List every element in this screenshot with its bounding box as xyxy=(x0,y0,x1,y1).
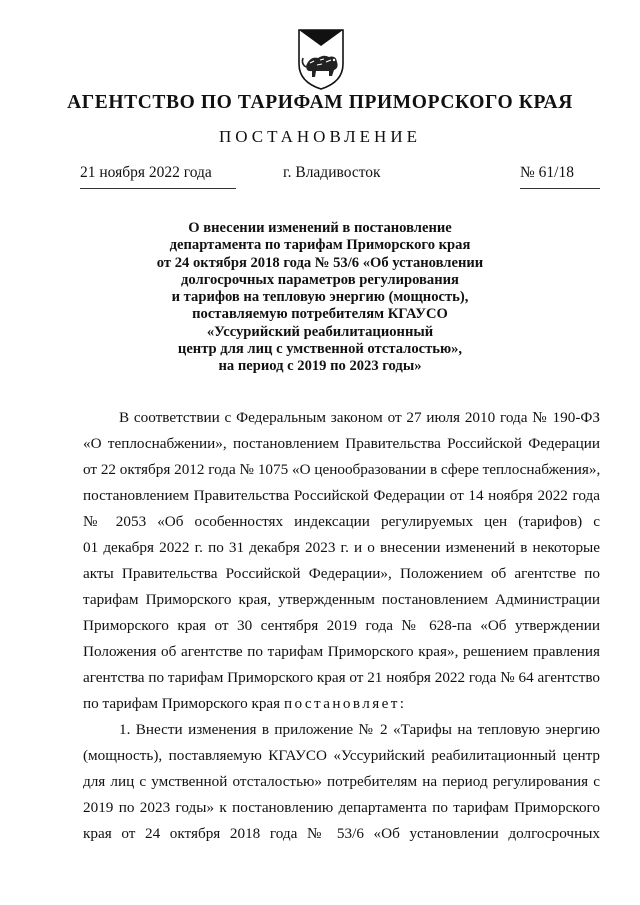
title-line: О внесении изменений в постановление xyxy=(188,220,452,236)
title-line: департамента по тарифам Приморского края xyxy=(169,237,471,254)
resolution-prefix: по тарифам Приморского края xyxy=(83,695,281,712)
body-line: Положения об агентстве по тарифам Приморского края», решением правления xyxy=(83,643,600,660)
agency-name: АГЕНТСТВО ПО ТАРИФАМ ПРИМОРСКОГО КРАЯ xyxy=(67,92,573,113)
body-line: постановлением Правительства Российской Федерации от 14 ноября 2022 года xyxy=(83,487,600,504)
body-line: 2019 по 2023 годы» к постановлению департамента по тарифам Приморского xyxy=(83,799,600,816)
title-line: на период с 2019 по 2023 годы» xyxy=(218,358,422,375)
body-line: края от 24 октября 2018 года № 53/6 «Об установлении долгосрочных xyxy=(83,825,600,842)
title-line: поставляемую потребителям КГАУСО xyxy=(192,306,448,323)
document-date: 21 ноября 2022 года xyxy=(80,164,236,189)
document-title xyxy=(100,220,540,376)
document-number: № 61/18 xyxy=(520,164,600,189)
body-line xyxy=(83,691,600,717)
body-line: (мощность), поставляемую КГАУСО «Уссурийский реабилитационный центр xyxy=(83,747,600,764)
document-city: г. Владивосток xyxy=(283,164,381,181)
document-body xyxy=(83,405,600,847)
title-line: и тарифов на тепловую энергию (мощность), xyxy=(171,289,469,306)
title-line: долгосрочных параметров регулирования xyxy=(181,271,459,288)
coat-of-arms-icon xyxy=(296,24,346,92)
body-line: № 2053 «Об особенностях индексации регулируемых цен (тарифов) с xyxy=(83,513,600,530)
body-line: «О теплоснабжении», постановлением Правительства Российской Федерации xyxy=(83,435,600,452)
body-line: агентства по тарифам Приморского края от 21 ноября 2022 года № 64 агентство xyxy=(83,669,600,686)
body-line: 1. Внести изменения в приложение № 2 «Тарифы на тепловую энергию xyxy=(119,721,600,738)
body-line: акты Правительства Российской Федерации», Положением об агентстве по xyxy=(83,565,600,582)
body-line: В соответствии с Федеральным законом от 27 июля 2010 года № 190-ФЗ xyxy=(119,409,600,426)
title-line: центр для лиц с умственной отсталостью», xyxy=(177,341,463,358)
body-line: Приморского края от 30 сентября 2019 года № 628-па «Об утверждении xyxy=(83,617,600,634)
title-line: «Уссурийский реабилитационный xyxy=(206,323,434,340)
body-line: тарифам Приморского края, утвержденным постановлением Администрации xyxy=(83,591,600,608)
body-line: 01 декабря 2022 г. по 31 декабря 2023 г. и о внесении изменений в некоторые xyxy=(83,539,600,556)
title-line: от 24 октября 2018 года № 53/6 «Об установлении xyxy=(156,254,484,271)
body-line: от 22 октября 2012 года № 1075 «О ценообразовании в сфере теплоснабжения», xyxy=(83,461,601,478)
body-line: для лиц с умственной отсталостью» потребителям на период регулирования с xyxy=(83,773,600,790)
document-type: ПОСТАНОВЛЕНИЕ xyxy=(218,127,421,146)
resolution-keyword: постановляет: xyxy=(283,695,407,712)
